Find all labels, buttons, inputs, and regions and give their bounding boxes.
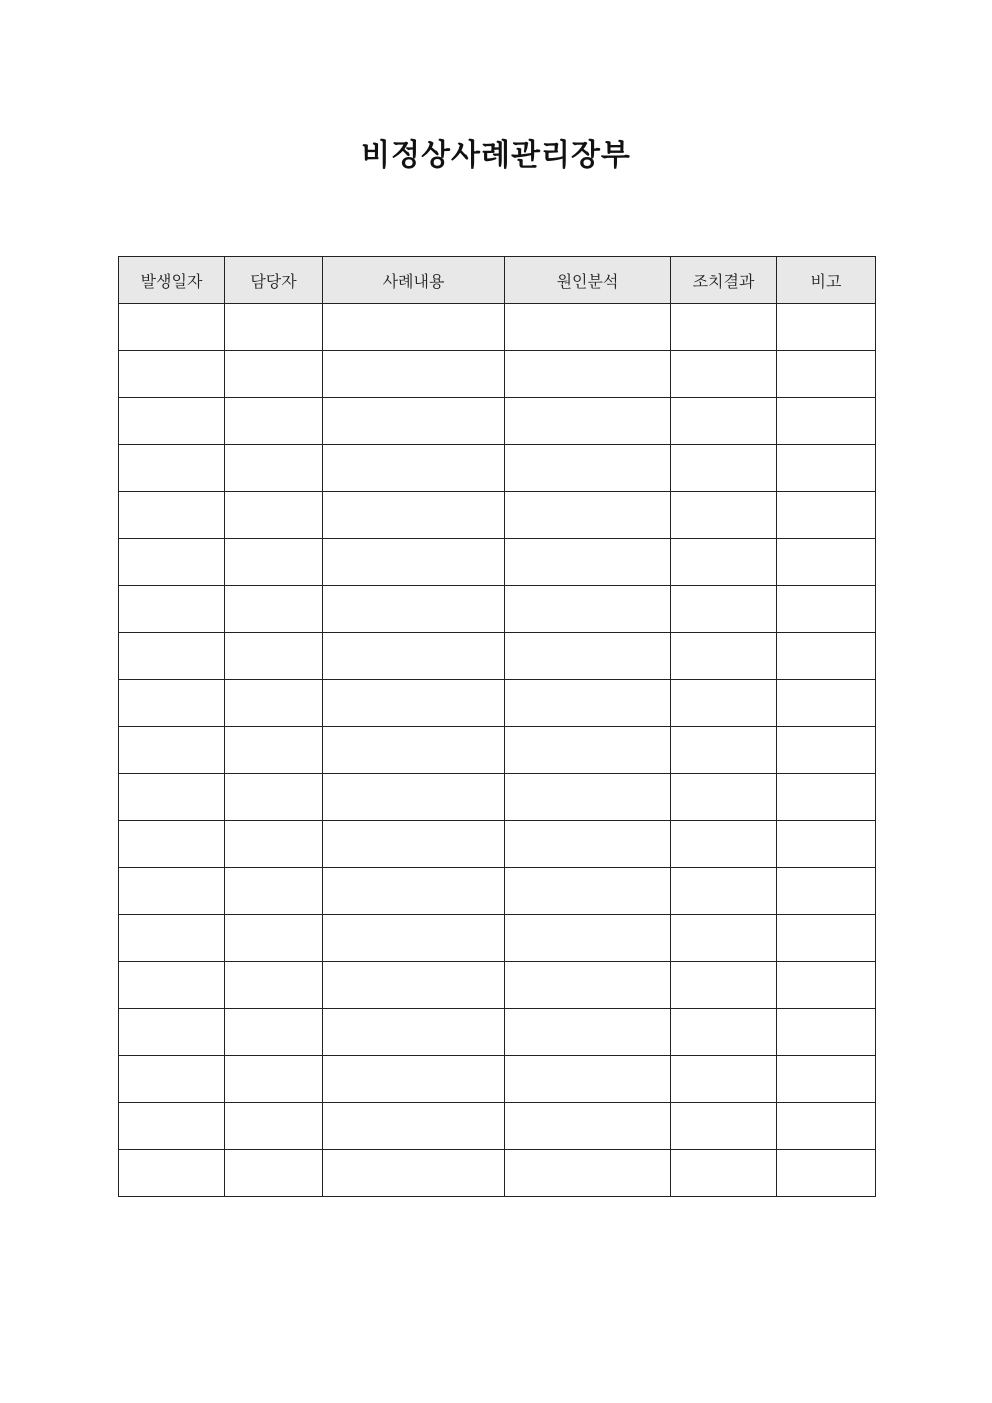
date-cell[interactable] (119, 633, 225, 680)
result-cell[interactable] (671, 539, 777, 586)
case-cell[interactable] (323, 774, 505, 821)
person-cell[interactable] (225, 962, 323, 1009)
date-cell[interactable] (119, 351, 225, 398)
cause-cell[interactable] (505, 1150, 671, 1197)
remarks-cell[interactable] (777, 445, 876, 492)
remarks-cell[interactable] (777, 727, 876, 774)
date-cell[interactable] (119, 680, 225, 727)
cause-cell[interactable] (505, 586, 671, 633)
result-cell[interactable] (671, 727, 777, 774)
cause-cell[interactable] (505, 774, 671, 821)
person-cell[interactable] (225, 680, 323, 727)
table-row (119, 586, 876, 633)
result-cell[interactable] (671, 351, 777, 398)
case-cell[interactable] (323, 1150, 505, 1197)
date-cell[interactable] (119, 727, 225, 774)
table-row (119, 680, 876, 727)
result-cell[interactable] (671, 774, 777, 821)
remarks-cell[interactable] (777, 398, 876, 445)
date-cell[interactable] (119, 304, 225, 351)
case-cell[interactable] (323, 680, 505, 727)
person-cell[interactable] (225, 398, 323, 445)
cause-cell[interactable] (505, 351, 671, 398)
case-cell[interactable] (323, 351, 505, 398)
cause-cell[interactable] (505, 1056, 671, 1103)
result-cell[interactable] (671, 586, 777, 633)
case-cell[interactable] (323, 821, 505, 868)
result-cell[interactable] (671, 1103, 777, 1150)
cause-cell[interactable] (505, 915, 671, 962)
column-header-date: 발생일자 (119, 257, 225, 304)
case-cell[interactable] (323, 915, 505, 962)
table-row (119, 633, 876, 680)
cause-cell[interactable] (505, 962, 671, 1009)
document-title: 비정상사례관리장부 (361, 138, 631, 173)
person-cell[interactable] (225, 1103, 323, 1150)
result-cell[interactable] (671, 398, 777, 445)
table-row (119, 398, 876, 445)
result-cell[interactable] (671, 492, 777, 539)
person-cell[interactable] (225, 1150, 323, 1197)
date-cell[interactable] (119, 539, 225, 586)
date-cell[interactable] (119, 586, 225, 633)
remarks-cell[interactable] (777, 633, 876, 680)
table-row (119, 727, 876, 774)
result-cell[interactable] (671, 304, 777, 351)
date-cell[interactable] (119, 398, 225, 445)
case-cell[interactable] (323, 727, 505, 774)
remarks-cell[interactable] (777, 1056, 876, 1103)
table-row (119, 539, 876, 586)
remarks-cell[interactable] (777, 1009, 876, 1056)
person-cell[interactable] (225, 304, 323, 351)
result-cell[interactable] (671, 915, 777, 962)
case-cell[interactable] (323, 1056, 505, 1103)
person-cell[interactable] (225, 539, 323, 586)
cause-cell[interactable] (505, 1103, 671, 1150)
case-cell[interactable] (323, 962, 505, 1009)
result-cell[interactable] (671, 962, 777, 1009)
remarks-cell[interactable] (777, 962, 876, 1009)
cause-cell[interactable] (505, 304, 671, 351)
date-cell[interactable] (119, 445, 225, 492)
column-header-case: 사례내용 (323, 257, 505, 304)
result-cell[interactable] (671, 1009, 777, 1056)
ledger-body (119, 304, 876, 1197)
column-header-cause: 원인분석 (505, 257, 671, 304)
cause-cell[interactable] (505, 445, 671, 492)
remarks-cell[interactable] (777, 351, 876, 398)
case-cell[interactable] (323, 539, 505, 586)
table-row (119, 774, 876, 821)
remarks-cell[interactable] (777, 680, 876, 727)
table-row (119, 868, 876, 915)
person-cell[interactable] (225, 586, 323, 633)
result-cell[interactable] (671, 680, 777, 727)
case-cell[interactable] (323, 492, 505, 539)
case-cell[interactable] (323, 398, 505, 445)
header-row (119, 257, 876, 304)
remarks-cell[interactable] (777, 586, 876, 633)
table-row (119, 962, 876, 1009)
result-cell[interactable] (671, 821, 777, 868)
table-row (119, 445, 876, 492)
case-cell[interactable] (323, 868, 505, 915)
cause-cell[interactable] (505, 539, 671, 586)
result-cell[interactable] (671, 868, 777, 915)
case-cell[interactable] (323, 445, 505, 492)
cause-cell[interactable] (505, 1009, 671, 1056)
table-row (119, 304, 876, 351)
person-cell[interactable] (225, 774, 323, 821)
date-cell[interactable] (119, 1009, 225, 1056)
person-cell[interactable] (225, 633, 323, 680)
person-cell[interactable] (225, 868, 323, 915)
table-row (119, 821, 876, 868)
case-cell[interactable] (323, 586, 505, 633)
date-cell[interactable] (119, 962, 225, 1009)
person-cell[interactable] (225, 445, 323, 492)
remarks-cell[interactable] (777, 915, 876, 962)
case-cell[interactable] (323, 1103, 505, 1150)
remarks-cell[interactable] (777, 492, 876, 539)
case-cell[interactable] (323, 1009, 505, 1056)
table-row (119, 492, 876, 539)
cause-cell[interactable] (505, 398, 671, 445)
date-cell[interactable] (119, 1103, 225, 1150)
result-cell[interactable] (671, 1150, 777, 1197)
column-header-remarks: 비고 (777, 257, 876, 304)
remarks-cell[interactable] (777, 304, 876, 351)
date-cell[interactable] (119, 1056, 225, 1103)
table-row (119, 1056, 876, 1103)
table-row (119, 351, 876, 398)
remarks-cell[interactable] (777, 1103, 876, 1150)
cause-cell[interactable] (505, 633, 671, 680)
date-cell[interactable] (119, 492, 225, 539)
remarks-cell[interactable] (777, 1150, 876, 1197)
result-cell[interactable] (671, 445, 777, 492)
cause-cell[interactable] (505, 680, 671, 727)
ledger-table (118, 256, 876, 1197)
column-header-person: 담당자 (225, 257, 323, 304)
result-cell[interactable] (671, 1056, 777, 1103)
person-cell[interactable] (225, 915, 323, 962)
case-cell[interactable] (323, 633, 505, 680)
remarks-cell[interactable] (777, 821, 876, 868)
remarks-cell[interactable] (777, 868, 876, 915)
cause-cell[interactable] (505, 492, 671, 539)
date-cell[interactable] (119, 868, 225, 915)
person-cell[interactable] (225, 821, 323, 868)
person-cell[interactable] (225, 727, 323, 774)
person-cell[interactable] (225, 1056, 323, 1103)
table-row (119, 1150, 876, 1197)
case-cell[interactable] (323, 304, 505, 351)
table-row (119, 1103, 876, 1150)
person-cell[interactable] (225, 1009, 323, 1056)
column-header-result: 조치결과 (671, 257, 777, 304)
date-cell[interactable] (119, 774, 225, 821)
person-cell[interactable] (225, 492, 323, 539)
date-cell[interactable] (119, 821, 225, 868)
cause-cell[interactable] (505, 727, 671, 774)
cause-cell[interactable] (505, 821, 671, 868)
result-cell[interactable] (671, 633, 777, 680)
date-cell[interactable] (119, 915, 225, 962)
person-cell[interactable] (225, 351, 323, 398)
cause-cell[interactable] (505, 868, 671, 915)
remarks-cell[interactable] (777, 774, 876, 821)
date-cell[interactable] (119, 1150, 225, 1197)
remarks-cell[interactable] (777, 539, 876, 586)
table-row (119, 1009, 876, 1056)
table-row (119, 915, 876, 962)
